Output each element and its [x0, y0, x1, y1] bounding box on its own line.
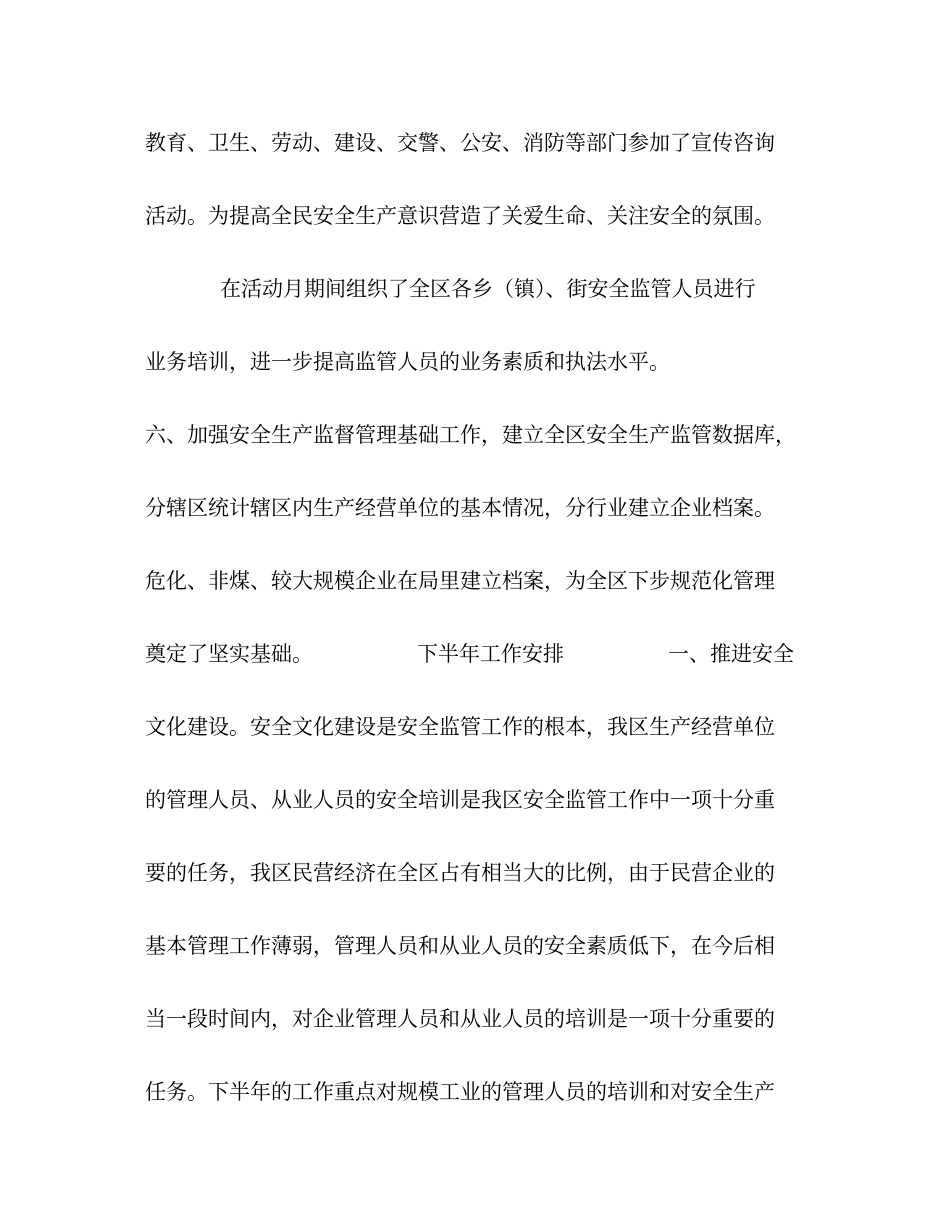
split-line-part-3: 一、推进安全 — [668, 642, 794, 666]
paragraph-line: 当一段时间内，对企业管理人员和从业人员的培训是一项十分重要的 — [145, 1007, 775, 1031]
paragraph-line: 分辖区统计辖区内生产经营单位的基本情况，分行业建立企业档案。 — [145, 496, 775, 520]
split-line-part-1: 奠定了坚实基础。 — [145, 642, 313, 666]
split-line — [145, 639, 805, 669]
paragraph-line: 危化、非煤、较大规模企业在局里建立档案，为全区下步规范化管理 — [145, 569, 775, 593]
paragraph-line: 活动。为提高全民安全生产意识营造了关爱生命、关注安全的氛围。 — [145, 204, 775, 228]
section-heading-second-half-plan: 下半年工作安排 — [417, 642, 564, 666]
paragraph-line: 的管理人员、从业人员的安全培训是我区安全监管工作中一项十分重 — [145, 788, 775, 812]
paragraph-line: 六、加强安全生产监督管理基础工作，建立全区安全生产监管数据库， — [145, 423, 796, 447]
paragraph-line: 基本管理工作薄弱，管理人员和从业人员的安全素质低下，在今后相 — [145, 934, 775, 958]
paragraph-line: 业务培训，进一步提高监管人员的业务素质和执法水平。 — [145, 350, 670, 374]
paragraph-line-indented: 在活动月期间组织了全区各乡（镇）、街安全监管人员进行 — [220, 277, 756, 301]
paragraph-line: 任务。下半年的工作重点对规模工业的管理人员的培训和对安全生产 — [145, 1080, 775, 1104]
paragraph-line: 文化建设。安全文化建设是安全监管工作的根本，我区生产经营单位 — [145, 715, 775, 739]
paragraph-line: 教育、卫生、劳动、建设、交警、公安、消防等部门参加了宣传咨询 — [145, 131, 775, 155]
paragraph-line: 要的任务，我区民营经济在全区占有相当大的比例，由于民营企业的 — [145, 861, 775, 885]
